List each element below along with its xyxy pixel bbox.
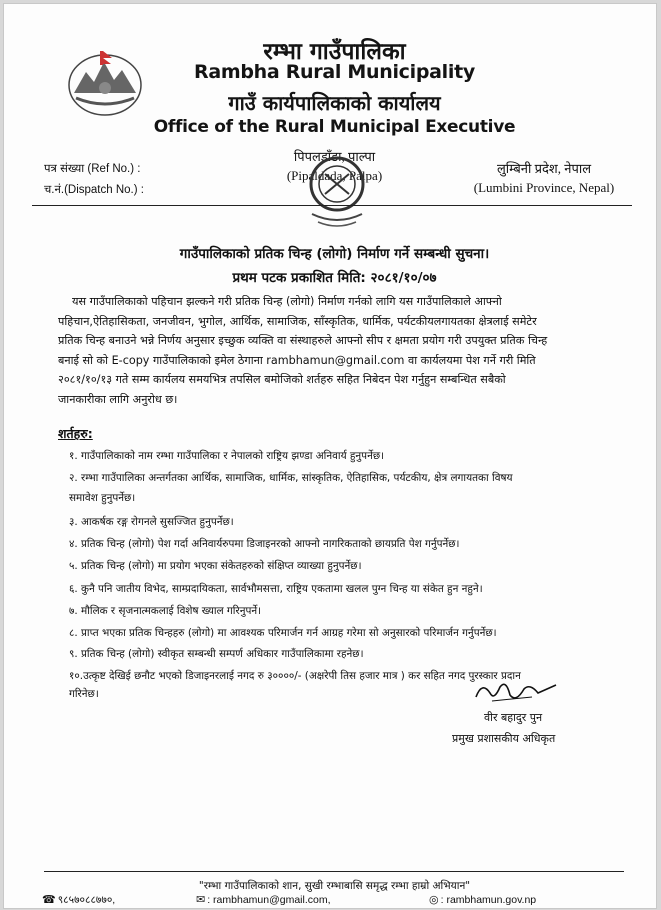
- header-divider: [32, 205, 632, 206]
- term-item: १०.उत्कृष्ट देखिई छनौट भएको डिजाइनरलाई नगद रु ३००००/- (अक्षरेपी तिस हजार मात्र ) कर सहित नगद पुरस्कार प्रदान: [69, 670, 521, 682]
- telephone-icon: ☎: [42, 894, 56, 906]
- body-line: २०८१/१०/१३ गते सम्म कार्यलय समयभित्र तपसिल बमोजिको शर्तहरु सहित निबेदन पेश गर्नुहुन सम्बन्धित सबैको: [58, 373, 506, 386]
- body-line: बनाई सो को E-copy गाउँपालिकाको इमेल ठेगाना rambhamun@gmail.com वा कार्यलयमा पेश गर्ने गरी मिति: [58, 353, 536, 367]
- term-item: २. रम्भा गाउँपालिका अन्तर्गतका आर्थिक, सामाजिक, धार्मिक, सांस्कृतिक, ऐतिहासिक, पर्यटकीय, क्षेत्र लगायतका विषय: [69, 472, 513, 484]
- footer-phone: [42, 893, 115, 907]
- notice-body: [58, 292, 638, 409]
- place-np: पिपलडाँडा, पाल्पा: [293, 149, 376, 164]
- signature-image: [472, 677, 562, 707]
- province-en: (Lumbini Province, Nepal): [473, 180, 615, 195]
- ref-no-label: पत्र संख्या (Ref No.) :: [44, 163, 141, 175]
- municipality-name-en: Rambha Rural Municipality: [194, 61, 475, 83]
- footer-slogan: "रम्भा गाउँपालिकाको शान, सुखी रम्भाबासि समृद्ध रम्भा हाम्रो अभियान": [198, 880, 471, 892]
- footer-divider: [44, 871, 624, 872]
- office-name-np: गाउँ कार्यपालिकाको कार्यालय: [228, 91, 441, 115]
- office-stamp-seal: [292, 152, 382, 232]
- body-line: यस गाउँपालिकाको पहिचान झल्कने गरी प्रतिक चिन्ह (लोगो) निर्माण गर्नको लागि यस गाउँपालिकाले आफ्नो: [72, 295, 502, 308]
- email-address: : rambhamun@gmail.com,: [207, 894, 331, 906]
- body-line: प्रतिक चिन्ह बनाउने भन्ने निर्णय अनुसार इच्छुक व्यक्ति वा संस्थाहरुले आफ्नो सीप र क्षमता प्रयोग गरी उपयुक्त प्रतिक चिन्ह: [58, 334, 548, 347]
- term-item: १. गाउँपालिकाको नाम रम्भा गाउँपालिका र नेपालको राष्ट्रिय झण्डा अनिवार्य हुनुपर्नेछ।: [69, 450, 385, 462]
- globe-icon: ◎: [429, 894, 439, 906]
- term-item: ५. प्रतिक चिन्ह (लोगो) मा प्रयोग भएका संकेतहरुको संक्षिप्त व्याख्या हुनुपर्नेछ।: [69, 560, 362, 572]
- signer-name: वीर बहादुर पुन: [484, 711, 543, 724]
- term-item: ६. कुनै पनि जातीय विभेद, साम्प्रदायिकता, सार्वभौमसत्ता, राष्ट्रिय एकतामा खलल पुग्न चिन्ह या संकेत हुन नहुने।: [69, 583, 483, 595]
- notice-title: गाउँपालिकाको प्रतिक चिन्ह (लोगो) निर्माण गर्ने सम्बन्धी सुचना।: [179, 246, 490, 262]
- province-np: लुम्बिनी प्रदेश, नेपाल: [496, 161, 592, 176]
- footer-email: [196, 893, 331, 906]
- footer-website: [429, 893, 536, 906]
- term-item: ३. आकर्षक रङ्ग रोगनले सुसज्जित हुनुपर्नेछ।: [69, 516, 234, 528]
- dispatch-no-label: च.नं.(Dispatch No.) :: [44, 184, 144, 196]
- publish-date: प्रथम पटक प्रकाशित मिति: २०८१/१०/०७: [232, 270, 437, 286]
- office-name-en: Office of the Rural Municipal Executive: [153, 117, 516, 137]
- website-address: : rambhamun.gov.np: [440, 894, 537, 906]
- term-item: गरिनेछ।: [69, 688, 99, 700]
- letter-page: [3, 3, 657, 909]
- term-item: ४. प्रतिक चिन्ह (लोगो) पेश गर्दा अनिवार्यरुपमा डिजाइनरको आफ्नो नागरिकताको छायप्रति पेश गर्नुपर्नेछ।: [69, 538, 460, 550]
- signer-designation: प्रमुख प्रशासकीय अधिकृत: [452, 732, 556, 745]
- envelope-icon: ✉: [196, 894, 206, 906]
- term-item: ९. प्रतिक चिन्ह (लोगो) स्वीकृत सम्बन्धी सम्पर्ण अधिकार गाउँपालिकामा रहनेछ।: [69, 648, 364, 660]
- term-item: ८. प्राप्त भएका प्रतिक चिन्हहरु (लोगो) मा आवश्यक परिमार्जन गर्न आग्रह गरेमा सो अनुसारको परिमार्जन गर्नुपर्नेछ।: [69, 627, 497, 639]
- phone-number: ९८५७०८८७७०,: [57, 894, 116, 906]
- term-item: समावेश हुनुपर्नेछ।: [69, 492, 136, 504]
- body-line: जानकारीका लागि अनुरोध छ।: [58, 392, 178, 406]
- municipality-name-np: रम्भा गाउँपालिका: [263, 38, 406, 65]
- terms-heading: शर्तहरु:: [58, 426, 93, 441]
- term-item: ७. मौलिक र सृजनात्मकलाई विशेष ख्याल गरिनुपर्ने।: [69, 605, 262, 617]
- place-en: (Pipaldada, Palpa): [286, 168, 383, 183]
- body-line: पहिचान,ऐतिहासिकता, जनजीवन, भुगोल, आर्थिक, सामाजिक, साँस्कृतिक, धार्मिक, पर्यटकीयलगायतका क्षेत्रलाई समेटेर: [58, 314, 537, 328]
